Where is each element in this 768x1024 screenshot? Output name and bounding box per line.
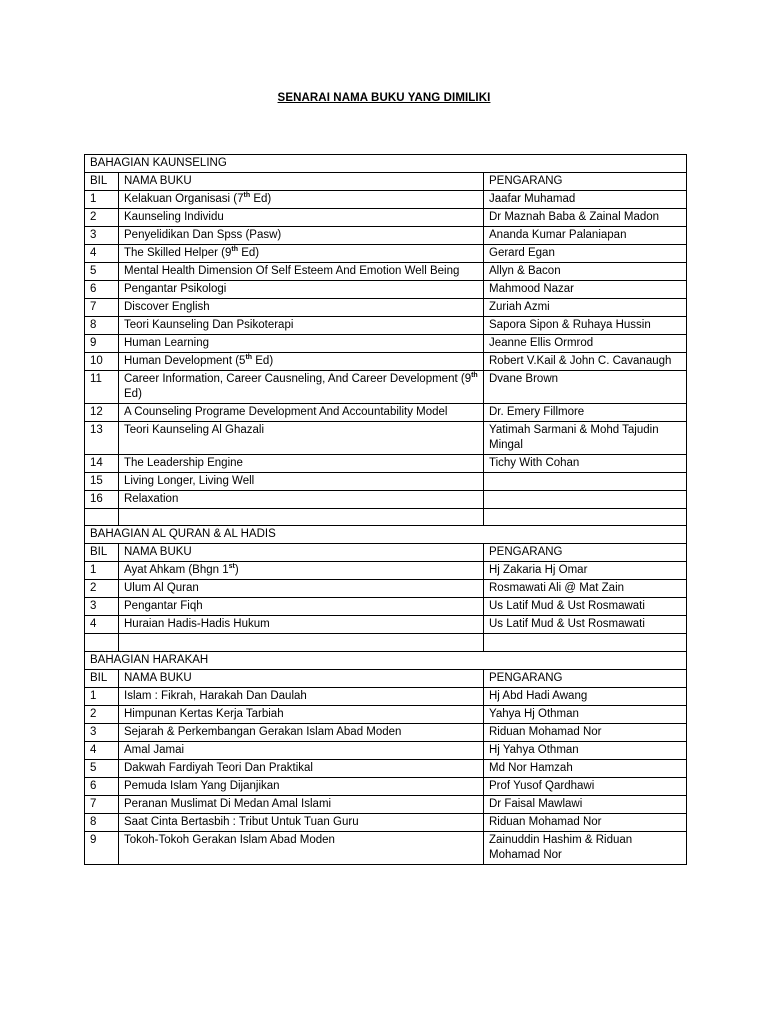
table-row bbox=[85, 616, 687, 634]
book-title bbox=[119, 705, 484, 723]
book-author: Hj Abd Hadi Awang bbox=[484, 687, 687, 705]
book-title-text: Peranan Muslimat Di Medan Amal Islami bbox=[124, 797, 332, 810]
column-header-name: NAMA BUKU bbox=[119, 173, 484, 191]
row-number: 13 bbox=[85, 422, 119, 455]
column-header-bil: BIL bbox=[85, 544, 119, 562]
ordinal-suffix: th bbox=[231, 246, 238, 254]
document-title: SENARAI NAMA BUKU YANG DIMILIKI bbox=[277, 92, 491, 104]
section-heading: BAHAGIAN AL QURAN & AL HADIS bbox=[85, 526, 687, 544]
book-author: Rosmawati Ali @ Mat Zain bbox=[484, 580, 687, 598]
book-title-text: Teori Kaunseling Al Ghazali bbox=[124, 424, 264, 436]
table-row bbox=[85, 687, 687, 705]
book-title-text: Pemuda Islam Yang Dijanjikan bbox=[124, 779, 280, 792]
book-list-table bbox=[84, 154, 687, 865]
table-row bbox=[85, 263, 687, 281]
section-heading-row bbox=[85, 155, 687, 173]
row-number: 4 bbox=[85, 741, 119, 759]
row-number: 5 bbox=[85, 759, 119, 777]
book-author bbox=[484, 491, 687, 509]
blank-cell bbox=[85, 634, 119, 651]
book-title-text: Kelakuan Organisasi (7 bbox=[124, 193, 244, 205]
row-number: 2 bbox=[85, 209, 119, 227]
table-row bbox=[85, 795, 687, 813]
column-header-name: NAMA BUKU bbox=[119, 544, 484, 562]
book-author: Dr. Emery Fillmore bbox=[484, 404, 687, 422]
book-title-text: Discover English bbox=[124, 301, 210, 313]
table-row bbox=[85, 813, 687, 831]
book-title bbox=[119, 598, 484, 616]
blank-cell bbox=[484, 634, 687, 651]
row-number: 3 bbox=[85, 598, 119, 616]
book-title bbox=[119, 491, 484, 509]
book-title-text: Saat Cinta Bertasbih : Tribut Untuk Tuan Guru bbox=[124, 815, 359, 828]
book-author: Dvane Brown bbox=[484, 371, 687, 404]
book-title-text: Amal Jamai bbox=[124, 743, 185, 756]
table-row bbox=[85, 299, 687, 317]
row-number: 8 bbox=[85, 813, 119, 831]
book-title-text: Penyelidikan Dan Spss (Pasw) bbox=[124, 229, 282, 241]
row-number: 15 bbox=[85, 473, 119, 491]
ordinal-suffix: th bbox=[243, 192, 251, 200]
book-title bbox=[119, 317, 484, 335]
table-row bbox=[85, 227, 687, 245]
book-title-text: Dakwah Fardiyah Teori Dan Praktikal bbox=[124, 761, 313, 774]
book-title-suffix: Ed) bbox=[252, 355, 274, 367]
row-number: 9 bbox=[85, 831, 119, 864]
book-title-text: Pengantar Psikologi bbox=[124, 283, 227, 295]
book-title bbox=[119, 795, 484, 813]
column-header-author: PENGARANG bbox=[484, 544, 687, 562]
table-row bbox=[85, 455, 687, 473]
table-row bbox=[85, 491, 687, 509]
book-author: Ananda Kumar Palaniapan bbox=[484, 227, 687, 245]
book-author bbox=[484, 473, 687, 491]
book-author: Hj Yahya Othman bbox=[484, 741, 687, 759]
table-row bbox=[85, 353, 687, 371]
book-author: Allyn & Bacon bbox=[484, 263, 687, 281]
row-number: 8 bbox=[85, 317, 119, 335]
book-title bbox=[119, 759, 484, 777]
book-title bbox=[119, 687, 484, 705]
row-number: 1 bbox=[85, 687, 119, 705]
book-title-text: Huraian Hadis-Hadis Hukum bbox=[124, 618, 270, 631]
section-heading: BAHAGIAN KAUNSELING bbox=[85, 155, 687, 173]
table-row bbox=[85, 580, 687, 598]
row-number: 16 bbox=[85, 491, 119, 509]
row-number: 2 bbox=[85, 580, 119, 598]
book-title-text: Ulum Al Quran bbox=[124, 582, 199, 595]
book-title bbox=[119, 299, 484, 317]
book-title bbox=[119, 371, 484, 404]
column-header-author: PENGARANG bbox=[484, 669, 687, 687]
row-number: 12 bbox=[85, 404, 119, 422]
book-title-suffix: ) bbox=[234, 564, 239, 577]
row-number: 7 bbox=[85, 299, 119, 317]
blank-row bbox=[85, 509, 687, 526]
section-heading-row bbox=[85, 526, 687, 544]
book-author: Yahya Hj Othman bbox=[484, 705, 687, 723]
book-author: Tichy With Cohan bbox=[484, 455, 687, 473]
book-title-text: Pengantar Fiqh bbox=[124, 600, 203, 613]
book-title-text: Human Learning bbox=[124, 337, 210, 349]
table-row bbox=[85, 723, 687, 741]
book-title bbox=[119, 741, 484, 759]
book-author: Mahmood Nazar bbox=[484, 281, 687, 299]
book-title bbox=[119, 404, 484, 422]
table-row bbox=[85, 404, 687, 422]
row-number: 6 bbox=[85, 777, 119, 795]
blank-cell bbox=[85, 509, 119, 526]
book-title-text: The Leadership Engine bbox=[124, 457, 243, 469]
ordinal-suffix: th bbox=[471, 372, 478, 380]
book-title bbox=[119, 813, 484, 831]
table-row bbox=[85, 281, 687, 299]
blank-row bbox=[85, 634, 687, 651]
book-title bbox=[119, 473, 484, 491]
book-title-text: Human Development (5 bbox=[124, 355, 246, 367]
row-number: 3 bbox=[85, 723, 119, 741]
book-title-text: A Counseling Programe Development And Accountability Model bbox=[124, 406, 448, 418]
column-header-bil: BIL bbox=[85, 173, 119, 191]
book-author: Riduan Mohamad Nor bbox=[484, 813, 687, 831]
book-title bbox=[119, 723, 484, 741]
ordinal-suffix: st bbox=[228, 563, 235, 571]
book-title bbox=[119, 422, 484, 455]
book-title bbox=[119, 191, 484, 209]
table-row bbox=[85, 209, 687, 227]
table-row bbox=[85, 422, 687, 455]
blank-cell bbox=[119, 509, 484, 526]
book-author: Yatimah Sarmani & Mohd Tajudin Mingal bbox=[484, 422, 687, 455]
column-header-row bbox=[85, 669, 687, 687]
book-title bbox=[119, 580, 484, 598]
book-author: Prof Yusof Qardhawi bbox=[484, 777, 687, 795]
book-title-suffix: Ed) bbox=[238, 247, 260, 259]
book-author: Jeanne Ellis Ormrod bbox=[484, 335, 687, 353]
book-title bbox=[119, 353, 484, 371]
row-number: 4 bbox=[85, 245, 119, 263]
book-title-text: Himpunan Kertas Kerja Tarbiah bbox=[124, 707, 284, 720]
column-header-bil: BIL bbox=[85, 669, 119, 687]
book-author: Hj Zakaria Hj Omar bbox=[484, 562, 687, 580]
book-title bbox=[119, 616, 484, 634]
book-author: Robert V.Kail & John C. Cavanaugh bbox=[484, 353, 687, 371]
column-header-row bbox=[85, 173, 687, 191]
table-row bbox=[85, 831, 687, 864]
book-title bbox=[119, 245, 484, 263]
table-row bbox=[85, 705, 687, 723]
table-row bbox=[85, 759, 687, 777]
ordinal-suffix: th bbox=[245, 354, 253, 362]
book-author: Dr Faisal Mawlawi bbox=[484, 795, 687, 813]
row-number: 11 bbox=[85, 371, 119, 404]
column-header-name: NAMA BUKU bbox=[119, 669, 484, 687]
book-author: Riduan Mohamad Nor bbox=[484, 723, 687, 741]
book-title bbox=[119, 562, 484, 580]
book-author: Gerard Egan bbox=[484, 245, 687, 263]
book-title-text: Relaxation bbox=[124, 493, 179, 505]
book-title-suffix: Ed) bbox=[124, 388, 142, 400]
book-title bbox=[119, 777, 484, 795]
row-number: 2 bbox=[85, 705, 119, 723]
book-title-text: Tokoh-Tokoh Gerakan Islam Abad Moden bbox=[124, 833, 335, 846]
row-number: 6 bbox=[85, 281, 119, 299]
book-title-text: The Skilled Helper (9 bbox=[124, 247, 232, 259]
table-row bbox=[85, 598, 687, 616]
table-row bbox=[85, 317, 687, 335]
book-title bbox=[119, 263, 484, 281]
book-title-text: Teori Kaunseling Dan Psikoterapi bbox=[124, 319, 294, 331]
book-title-text: Career Information, Career Causneling, And Career Development (9 bbox=[124, 373, 472, 385]
blank-cell bbox=[119, 634, 484, 651]
book-author: Jaafar Muhamad bbox=[484, 191, 687, 209]
book-title bbox=[119, 335, 484, 353]
section-heading: BAHAGIAN HARAKAH bbox=[85, 651, 687, 669]
book-title-text: Kaunseling Individu bbox=[124, 211, 224, 223]
table-row bbox=[85, 473, 687, 491]
book-title-text: Ayat Ahkam (Bhgn 1 bbox=[124, 564, 229, 577]
row-number: 4 bbox=[85, 616, 119, 634]
book-author: Us Latif Mud & Ust Rosmawati bbox=[484, 598, 687, 616]
book-author: Us Latif Mud & Ust Rosmawati bbox=[484, 616, 687, 634]
book-author: Zainuddin Hashim & Riduan Mohamad Nor bbox=[484, 831, 687, 864]
table-row bbox=[85, 191, 687, 209]
row-number: 1 bbox=[85, 562, 119, 580]
book-title bbox=[119, 209, 484, 227]
book-title-text: Mental Health Dimension Of Self Esteem And Emotion Well Being bbox=[124, 265, 460, 277]
book-title-text: Sejarah & Perkembangan Gerakan Islam Abad Moden bbox=[124, 725, 402, 738]
book-title bbox=[119, 831, 484, 864]
table-row bbox=[85, 562, 687, 580]
row-number: 3 bbox=[85, 227, 119, 245]
table-row bbox=[85, 335, 687, 353]
row-number: 5 bbox=[85, 263, 119, 281]
table-row bbox=[85, 741, 687, 759]
row-number: 14 bbox=[85, 455, 119, 473]
table-row bbox=[85, 777, 687, 795]
row-number: 7 bbox=[85, 795, 119, 813]
row-number: 9 bbox=[85, 335, 119, 353]
row-number: 10 bbox=[85, 353, 119, 371]
book-title bbox=[119, 455, 484, 473]
book-title-text: Living Longer, Living Well bbox=[124, 475, 255, 487]
blank-cell bbox=[484, 509, 687, 526]
book-title-text: Islam : Fikrah, Harakah Dan Daulah bbox=[124, 689, 307, 702]
book-author: Sapora Sipon & Ruhaya Hussin bbox=[484, 317, 687, 335]
book-author: Dr Maznah Baba & Zainal Madon bbox=[484, 209, 687, 227]
book-author: Md Nor Hamzah bbox=[484, 759, 687, 777]
section-heading-row bbox=[85, 651, 687, 669]
table-row bbox=[85, 371, 687, 404]
table-row bbox=[85, 245, 687, 263]
book-title bbox=[119, 227, 484, 245]
column-header-author: PENGARANG bbox=[484, 173, 687, 191]
book-title bbox=[119, 281, 484, 299]
row-number: 1 bbox=[85, 191, 119, 209]
book-author: Zuriah Azmi bbox=[484, 299, 687, 317]
book-title-suffix: Ed) bbox=[250, 193, 272, 205]
column-header-row bbox=[85, 544, 687, 562]
